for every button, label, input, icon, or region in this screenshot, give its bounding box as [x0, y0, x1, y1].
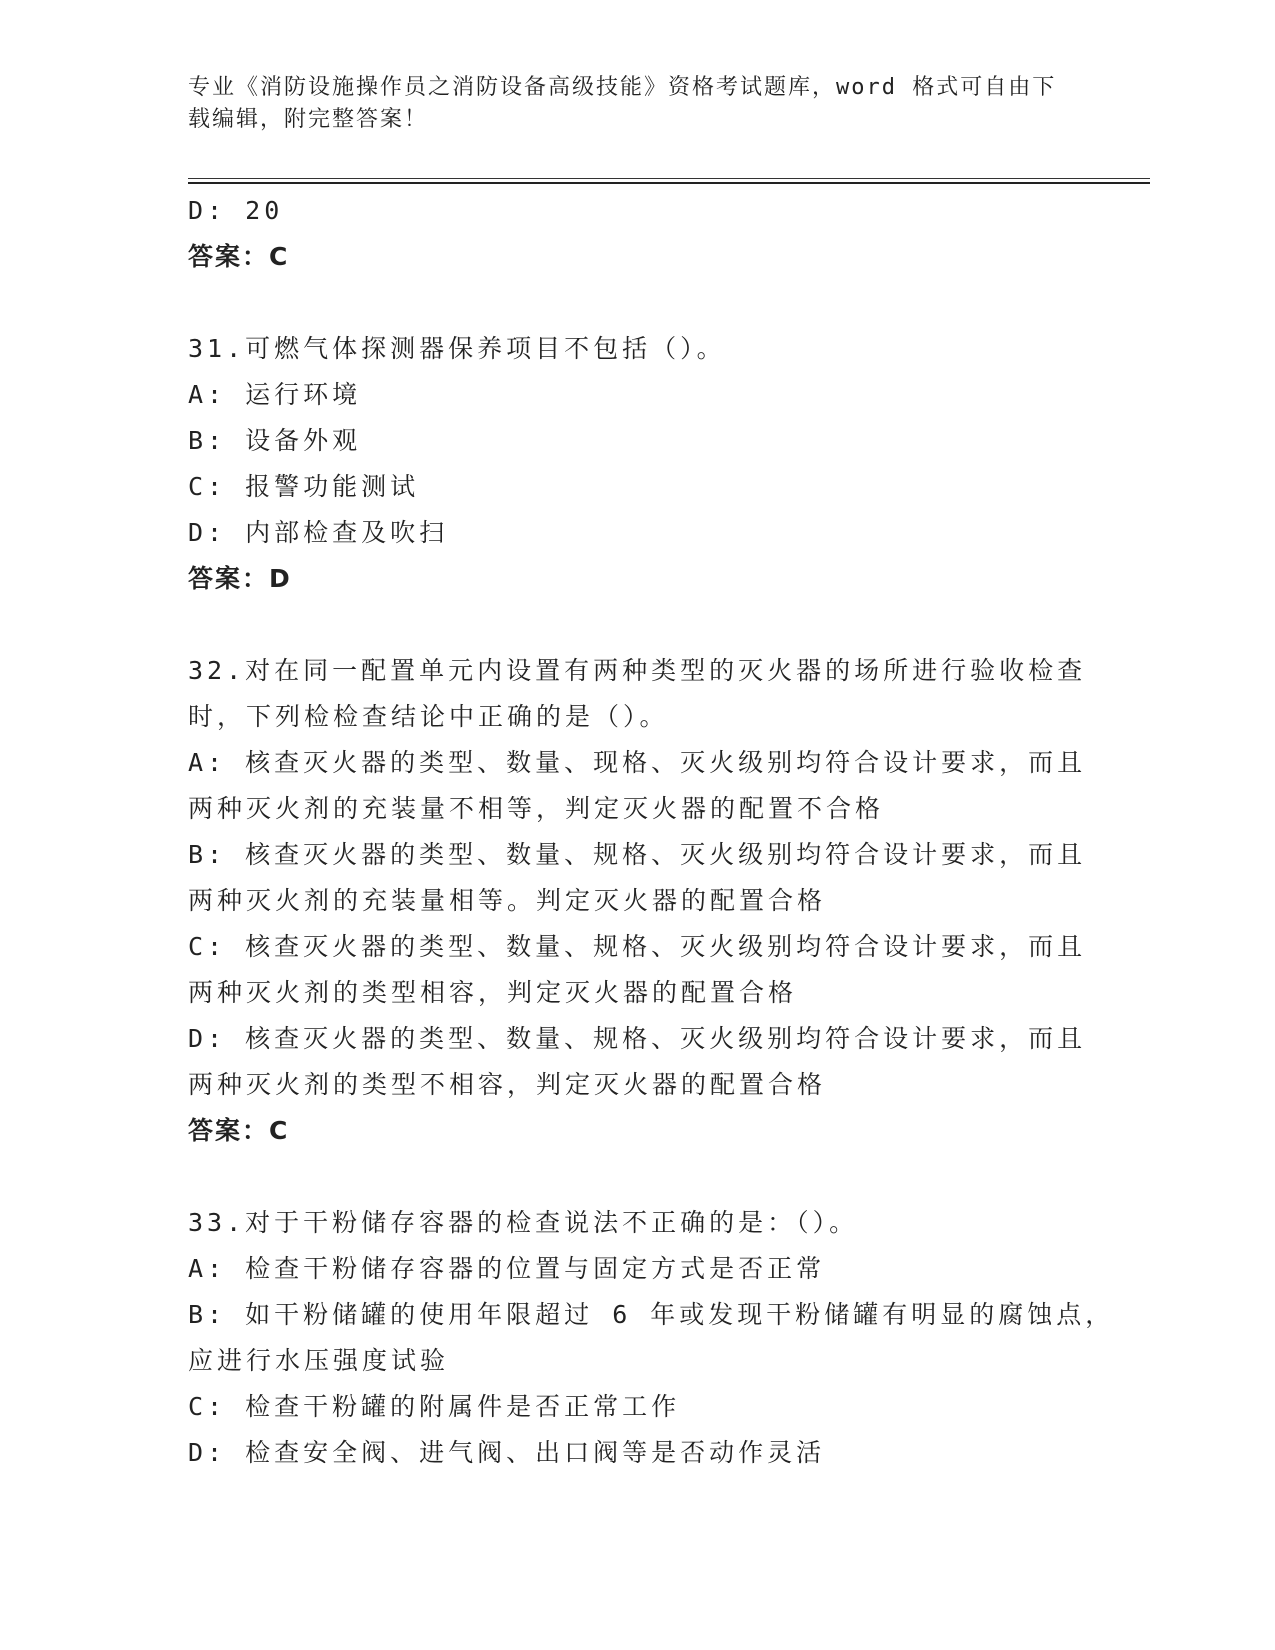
question-list — [188, 188, 1115, 1476]
header-line-2: 载编辑，附完整答案！ — [188, 107, 429, 132]
option-b-line-2: 应进行水压强度试验 — [188, 1346, 450, 1375]
answer-line: 答案：C — [188, 1116, 290, 1145]
option-b-line-2: 两种灭火剂的充装量相等。判定灭火器的配置合格 — [188, 886, 827, 915]
option-b-line-1: B: 核查灭火器的类型、数量、规格、灭火级别均符合设计要求，而且 — [188, 840, 1087, 869]
spacer — [188, 280, 1088, 326]
question-32 — [188, 648, 1088, 1154]
question-31 — [188, 326, 1088, 602]
option-d: D: 检查安全阀、进气阀、出口阀等是否动作灵活 — [188, 1438, 826, 1467]
option-d: D: 内部检查及吹扫 — [188, 518, 449, 547]
option-b-line-1: B: 如干粉储罐的使用年限超过 6 年或发现干粉储罐有明显的腐蚀点， — [188, 1300, 1115, 1329]
option-b: B: 设备外观 — [188, 426, 362, 455]
option-d-line-2: 两种灭火剂的类型不相容，判定灭火器的配置合格 — [188, 1070, 827, 1099]
option-c-line-2: 两种灭火剂的类型相容，判定灭火器的配置合格 — [188, 978, 798, 1007]
option-a-line-1: A: 核查灭火器的类型、数量、现格、灭火级别均符合设计要求，而且 — [188, 748, 1087, 777]
spacer — [188, 602, 1088, 648]
question-stem-line-2: 时，下列检检查结论中正确的是（）。 — [188, 702, 669, 731]
header-line-1: 专业《消防设施操作员之消防设备高级技能》资格考试题库，word 格式可自由下 — [188, 75, 1057, 100]
question-stem: 33.对于干粉储存容器的检查说法不正确的是：（）。 — [188, 1208, 859, 1237]
option-a: A: 运行环境 — [188, 380, 362, 409]
header-divider-thick — [188, 182, 1150, 184]
question-33 — [188, 1200, 1115, 1476]
option-c: C: 报警功能测试 — [188, 472, 420, 501]
header-divider-thin — [188, 178, 1150, 179]
option-d-line-1: D: 核查灭火器的类型、数量、规格、灭火级别均符合设计要求，而且 — [188, 1024, 1087, 1053]
option-a: A: 检查干粉储存容器的位置与固定方式是否正常 — [188, 1254, 826, 1283]
question-30-tail — [188, 188, 1088, 280]
question-stem: 31.可燃气体探测器保养项目不包括（）。 — [188, 334, 726, 363]
spacer — [188, 1154, 1088, 1200]
answer-line: 答案：C — [188, 242, 290, 271]
option-a-line-2: 两种灭火剂的充装量不相等，判定灭火器的配置不合格 — [188, 794, 885, 823]
option-c-line-1: C: 核查灭火器的类型、数量、规格、灭火级别均符合设计要求，而且 — [188, 932, 1087, 961]
option-d: D: 20 — [188, 196, 284, 225]
option-c: C: 检查干粉罐的附属件是否正常工作 — [188, 1392, 681, 1421]
page-header — [188, 72, 1068, 136]
question-stem-line-1: 32.对在同一配置单元内设置有两种类型的灭火器的场所进行验收检查 — [188, 656, 1087, 685]
answer-line: 答案：D — [188, 564, 292, 593]
